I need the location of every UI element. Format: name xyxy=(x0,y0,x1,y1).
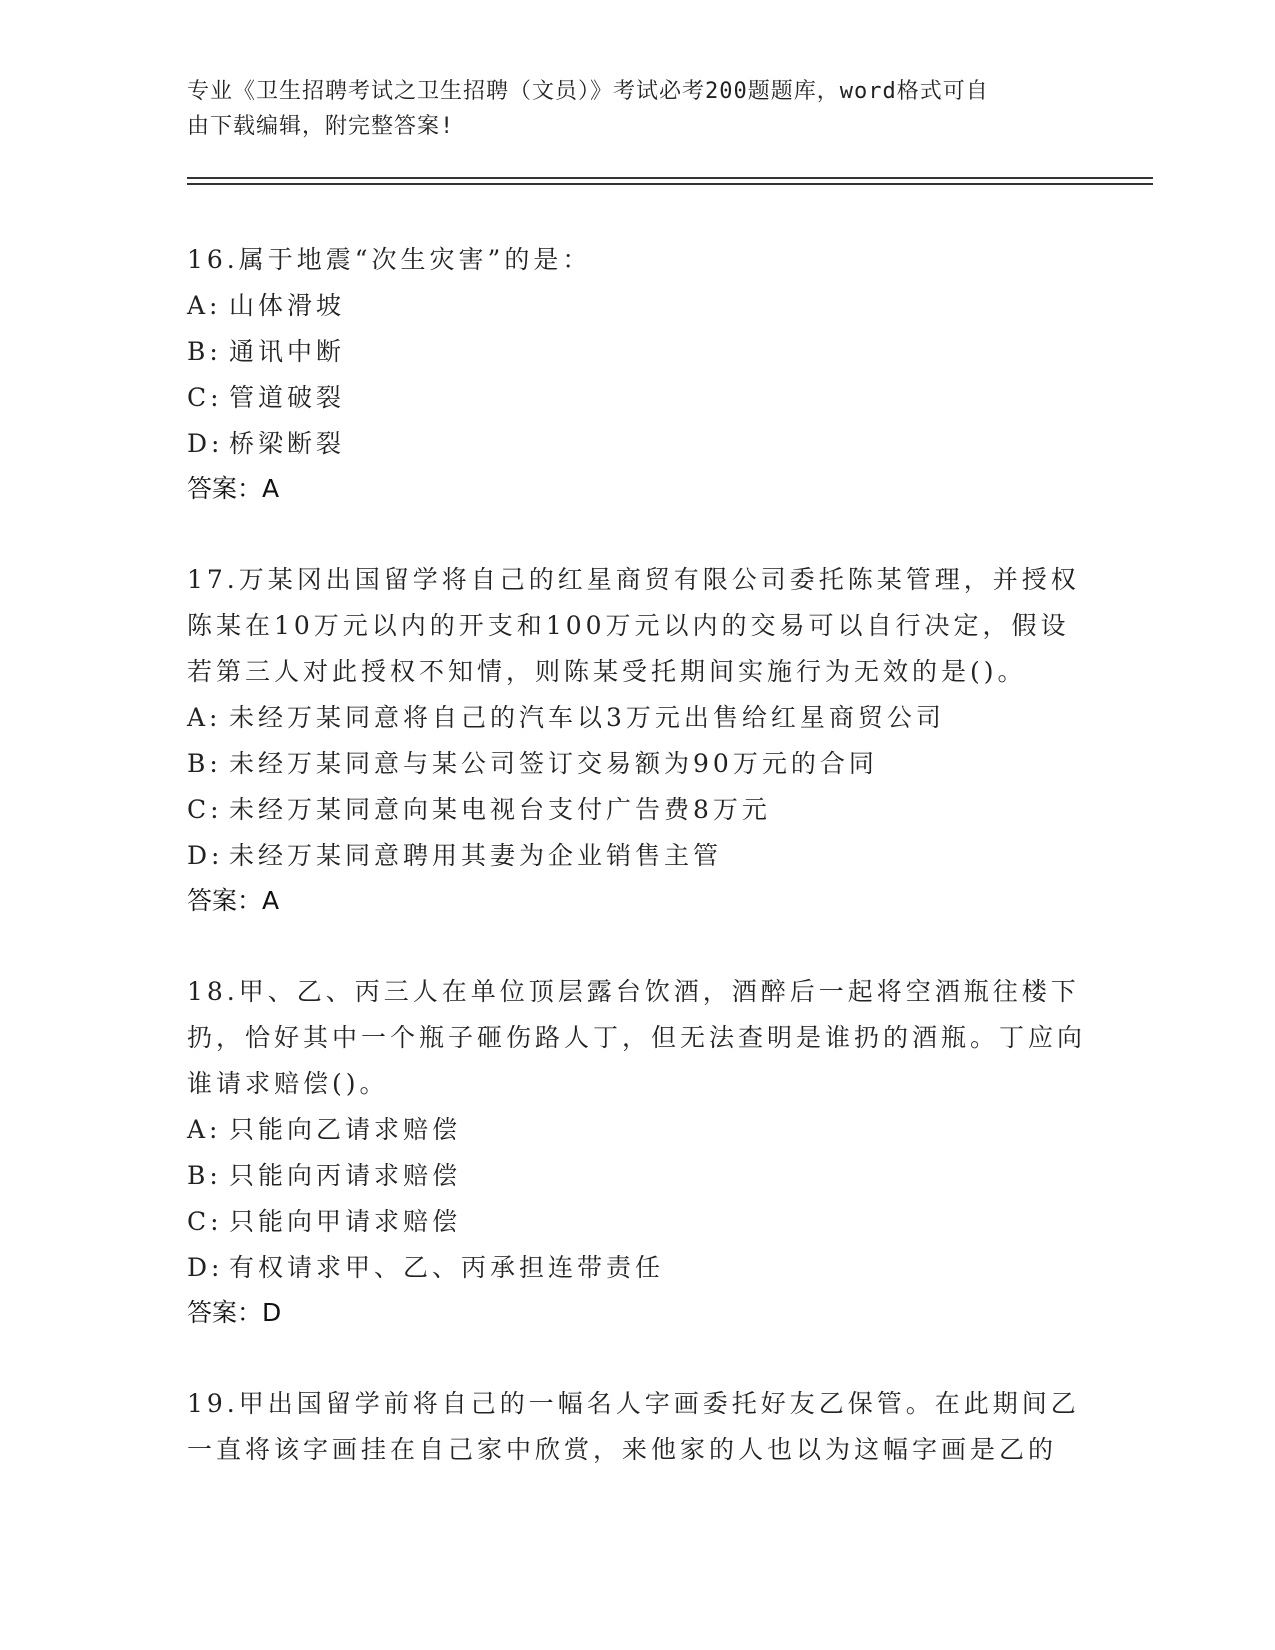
option-text: 有权请求甲、乙、丙承担连带责任 xyxy=(229,1253,665,1282)
option-letter: D: xyxy=(187,841,224,870)
option-text: 未经万某同意聘用其妻为企业销售主管 xyxy=(229,841,723,870)
option-letter: A: xyxy=(187,703,222,732)
option-letter: A: xyxy=(187,1115,222,1144)
option-letter: A: xyxy=(187,291,222,320)
option-d xyxy=(187,1245,1087,1291)
document-header xyxy=(187,74,1067,144)
option-text: 未经万某同意向某电视台支付广告费8万元 xyxy=(229,795,771,824)
question-list xyxy=(187,237,1087,1519)
option-letter: C: xyxy=(187,1207,223,1236)
answer-line: 答案：D xyxy=(187,1298,282,1327)
question-16 xyxy=(187,237,1087,511)
option-text: 只能向丙请求赔偿 xyxy=(229,1161,462,1190)
answer-line: 答案：A xyxy=(187,474,280,503)
header-line-1: 专业《卫生招聘考试之卫生招聘（文员）》考试必考200题题库，word格式可自 xyxy=(187,79,989,104)
option-text: 通讯中断 xyxy=(229,337,346,366)
option-d xyxy=(187,833,1087,879)
answer-line: 答案：A xyxy=(187,886,280,915)
header-divider-top xyxy=(187,177,1153,179)
header-line-2: 由下载编辑，附完整答案! xyxy=(187,114,455,139)
option-c xyxy=(187,1199,1087,1245)
option-letter: C: xyxy=(187,795,223,824)
option-d xyxy=(187,421,1087,467)
option-c xyxy=(187,375,1087,421)
option-text: 只能向甲请求赔偿 xyxy=(229,1207,462,1236)
question-19 xyxy=(187,1381,1087,1473)
option-a xyxy=(187,283,1087,329)
option-letter: C: xyxy=(187,383,223,412)
option-text: 桥梁断裂 xyxy=(229,429,346,458)
question-18 xyxy=(187,969,1087,1335)
option-b xyxy=(187,741,1087,787)
question-stem: 17.万某冈出国留学将自己的红星商贸有限公司委托陈某管理，并授权陈某在10万元以内的开支和100万元以内的交易可以自行决定，假设若第三人对此授权不知情，则陈某受托期间实施行为无效的是()。 xyxy=(187,565,1080,686)
question-17 xyxy=(187,557,1087,923)
question-stem: 18.甲、乙、丙三人在单位顶层露台饮酒，酒醉后一起将空酒瓶往楼下扔，恰好其中一个瓶子砸伤路人丁，但无法查明是谁扔的酒瓶。丁应向谁请求赔偿()。 xyxy=(187,977,1087,1098)
option-text: 未经万某同意将自己的汽车以3万元出售给红星商贸公司 xyxy=(229,703,945,732)
option-letter: D: xyxy=(187,1253,224,1282)
option-b xyxy=(187,1153,1087,1199)
option-letter: B: xyxy=(187,1161,222,1190)
option-letter: D: xyxy=(187,429,224,458)
option-b xyxy=(187,329,1087,375)
option-text: 未经万某同意与某公司签订交易额为90万元的合同 xyxy=(229,749,878,778)
option-c xyxy=(187,787,1087,833)
option-letter: B: xyxy=(187,749,222,778)
option-text: 管道破裂 xyxy=(229,383,346,412)
option-letter: B: xyxy=(187,337,222,366)
option-text: 山体滑坡 xyxy=(229,291,346,320)
option-a xyxy=(187,695,1087,741)
header-divider-bottom xyxy=(187,183,1153,185)
question-stem: 16.属于地震“次生灾害”的是： xyxy=(187,245,592,274)
option-a xyxy=(187,1107,1087,1153)
question-stem: 19.甲出国留学前将自己的一幅名人字画委托好友乙保管。在此期间乙一直将该字画挂在自己家中欣赏，来他家的人也以为这幅字画是乙的 xyxy=(187,1389,1080,1464)
option-text: 只能向乙请求赔偿 xyxy=(229,1115,462,1144)
